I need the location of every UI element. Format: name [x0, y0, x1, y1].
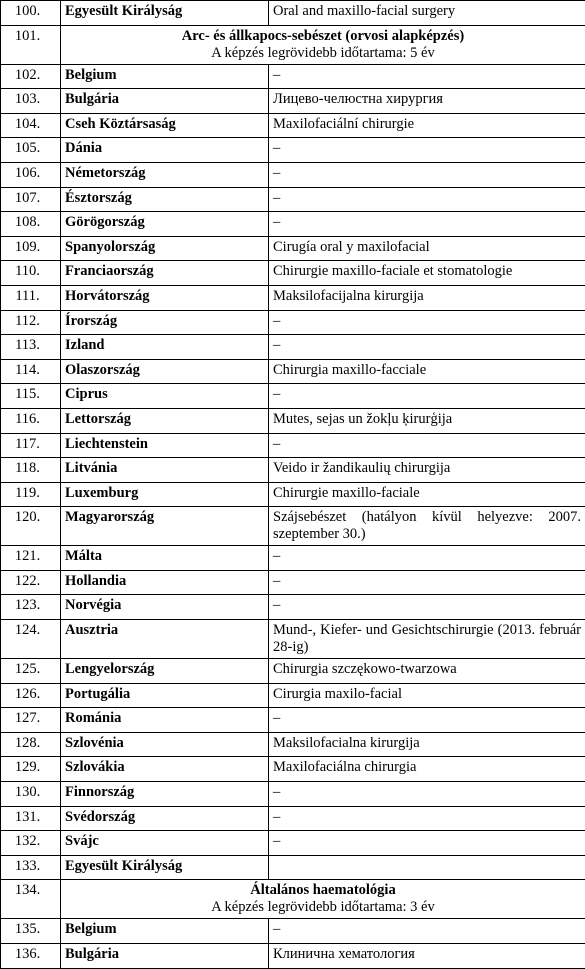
table-row [1, 919, 585, 944]
country-name: Svédország [61, 806, 269, 831]
section-header [61, 25, 585, 64]
row-number: 108. [1, 212, 61, 237]
training-duration: A képzés legrövidebb időtartama: 5 év [65, 45, 581, 62]
table-row [1, 570, 585, 595]
table-row [1, 944, 585, 969]
table-row [1, 64, 585, 89]
specialty-name: – [269, 570, 585, 595]
specialty-name: – [269, 433, 585, 458]
specialty-name: – [269, 919, 585, 944]
country-name: Belgium [61, 64, 269, 89]
row-number: 114. [1, 359, 61, 384]
table-row [1, 546, 585, 571]
specialty-name: – [269, 64, 585, 89]
table-row [1, 285, 585, 310]
row-number: 109. [1, 236, 61, 261]
table-row [1, 482, 585, 507]
table-row [1, 89, 585, 114]
country-name: Észtország [61, 187, 269, 212]
specialty-name: – [269, 831, 585, 856]
country-name: Málta [61, 546, 269, 571]
row-number: 132. [1, 831, 61, 856]
row-number: 106. [1, 162, 61, 187]
section-header [61, 880, 585, 919]
table-row [1, 261, 585, 286]
country-name: Németország [61, 162, 269, 187]
row-number: 135. [1, 919, 61, 944]
specialty-name: Chirurgia szczękowo-twarzowa [269, 659, 585, 684]
country-name: Egyesült Királyság [61, 855, 269, 880]
row-number: 119. [1, 482, 61, 507]
table-row [1, 659, 585, 684]
specialty-name: – [269, 595, 585, 620]
row-number: 104. [1, 113, 61, 138]
table-row [1, 162, 585, 187]
country-name: Magyarország [61, 507, 269, 546]
row-number: 116. [1, 408, 61, 433]
country-name: Ciprus [61, 384, 269, 409]
row-number: 127. [1, 708, 61, 733]
specialty-name: – [269, 806, 585, 831]
specialty-name: Maxilofaciální chirurgie [269, 113, 585, 138]
country-name: Görögország [61, 212, 269, 237]
row-number: 126. [1, 683, 61, 708]
table-row [1, 732, 585, 757]
country-name: Norvégia [61, 595, 269, 620]
country-name: Ausztria [61, 620, 269, 659]
row-number: 133. [1, 855, 61, 880]
row-number: 102. [1, 64, 61, 89]
specialty-name: Oral and maxillo-facial surgery [269, 1, 585, 26]
country-name: Dánia [61, 138, 269, 163]
specialty-name: Клинична хематология [269, 944, 585, 969]
country-name: Románia [61, 708, 269, 733]
country-name: Egyesült Királyság [61, 1, 269, 26]
specialty-name: Mutes, sejas un žokļu ķirurģija [269, 408, 585, 433]
country-name: Olaszország [61, 359, 269, 384]
specialty-name: – [269, 335, 585, 360]
specialty-title: Arc- és állkapocs-sebészet (orvosi alapképzés) [65, 28, 581, 45]
specialty-name: Szájsebészet (hatályon kívül helyezve: 2007. szeptember 30.) [269, 507, 585, 546]
row-number: 122. [1, 570, 61, 595]
row-number: 103. [1, 89, 61, 114]
specialty-name: Chirurgie maxillo-faciale [269, 482, 585, 507]
row-number: 121. [1, 546, 61, 571]
table-row [1, 620, 585, 659]
section-header-row [1, 25, 585, 64]
row-number: 128. [1, 732, 61, 757]
table-row [1, 683, 585, 708]
row-number: 129. [1, 757, 61, 782]
country-name: Bulgária [61, 944, 269, 969]
specialty-name: Chirurgia maxillo-facciale [269, 359, 585, 384]
row-number: 110. [1, 261, 61, 286]
section-header-row [1, 880, 585, 919]
specialty-name: – [269, 782, 585, 807]
row-number: 131. [1, 806, 61, 831]
row-number: 134. [1, 880, 61, 919]
country-name: Spanyolország [61, 236, 269, 261]
country-name: Cseh Köztársaság [61, 113, 269, 138]
country-name: Belgium [61, 919, 269, 944]
row-number: 112. [1, 310, 61, 335]
table-row [1, 1, 585, 26]
row-number: 124. [1, 620, 61, 659]
row-number: 130. [1, 782, 61, 807]
specialty-name: – [269, 310, 585, 335]
row-number: 125. [1, 659, 61, 684]
specialty-name: Лицево-челюстна хирургия [269, 89, 585, 114]
specialty-name: Mund-, Kiefer- und Gesichtschirurgie (2013. február 28-ig) [269, 620, 585, 659]
row-number: 117. [1, 433, 61, 458]
country-name: Franciaország [61, 261, 269, 286]
country-name: Szlovákia [61, 757, 269, 782]
table-row [1, 806, 585, 831]
table-row [1, 855, 585, 880]
row-number: 105. [1, 138, 61, 163]
specialty-name: – [269, 212, 585, 237]
training-duration: A képzés legrövidebb időtartama: 3 év [65, 899, 581, 916]
table-row [1, 236, 585, 261]
specialty-name [269, 855, 585, 880]
table-row [1, 595, 585, 620]
specialty-title: Általános haematológia [65, 882, 581, 899]
row-number: 113. [1, 335, 61, 360]
table-row [1, 831, 585, 856]
specialty-name: – [269, 546, 585, 571]
table-row [1, 138, 585, 163]
table-row [1, 310, 585, 335]
row-number: 115. [1, 384, 61, 409]
country-name: Horvátország [61, 285, 269, 310]
table-row [1, 757, 585, 782]
table-row [1, 187, 585, 212]
specialty-name: – [269, 162, 585, 187]
specialty-name: Cirugía oral y maxilofacial [269, 236, 585, 261]
table-row [1, 212, 585, 237]
country-name: Lettország [61, 408, 269, 433]
specialty-name: – [269, 187, 585, 212]
table-row [1, 408, 585, 433]
row-number: 101. [1, 25, 61, 64]
row-number: 111. [1, 285, 61, 310]
country-name: Hollandia [61, 570, 269, 595]
row-number: 123. [1, 595, 61, 620]
row-number: 107. [1, 187, 61, 212]
row-number: 118. [1, 458, 61, 483]
table-row [1, 458, 585, 483]
country-name: Portugália [61, 683, 269, 708]
row-number: 100. [1, 1, 61, 26]
country-name: Litvánia [61, 458, 269, 483]
specialty-name: – [269, 138, 585, 163]
table-row [1, 708, 585, 733]
country-name: Izland [61, 335, 269, 360]
country-name: Szlovénia [61, 732, 269, 757]
table-row [1, 113, 585, 138]
specialty-name: Veido ir žandikaulių chirurgija [269, 458, 585, 483]
specialty-name: Maksilofacialna kirurgija [269, 732, 585, 757]
country-name: Lengyelország [61, 659, 269, 684]
specialty-name: Maksilofacijalna kirurgija [269, 285, 585, 310]
country-name: Bulgária [61, 89, 269, 114]
row-number: 120. [1, 507, 61, 546]
country-name: Liechtenstein [61, 433, 269, 458]
specialty-name: Maxilofaciálna chirurgia [269, 757, 585, 782]
table-row [1, 384, 585, 409]
table-row [1, 782, 585, 807]
country-name: Svájc [61, 831, 269, 856]
country-name: Luxemburg [61, 482, 269, 507]
specialty-name: – [269, 384, 585, 409]
table-row [1, 507, 585, 546]
specialty-name: Cirurgia maxilo-facial [269, 683, 585, 708]
row-number: 136. [1, 944, 61, 969]
table-row [1, 433, 585, 458]
specialty-table-body [1, 1, 585, 969]
table-row [1, 359, 585, 384]
country-name: Finnország [61, 782, 269, 807]
specialty-name: – [269, 708, 585, 733]
country-name: Írország [61, 310, 269, 335]
table-row [1, 335, 585, 360]
specialty-name: Chirurgie maxillo-faciale et stomatologie [269, 261, 585, 286]
